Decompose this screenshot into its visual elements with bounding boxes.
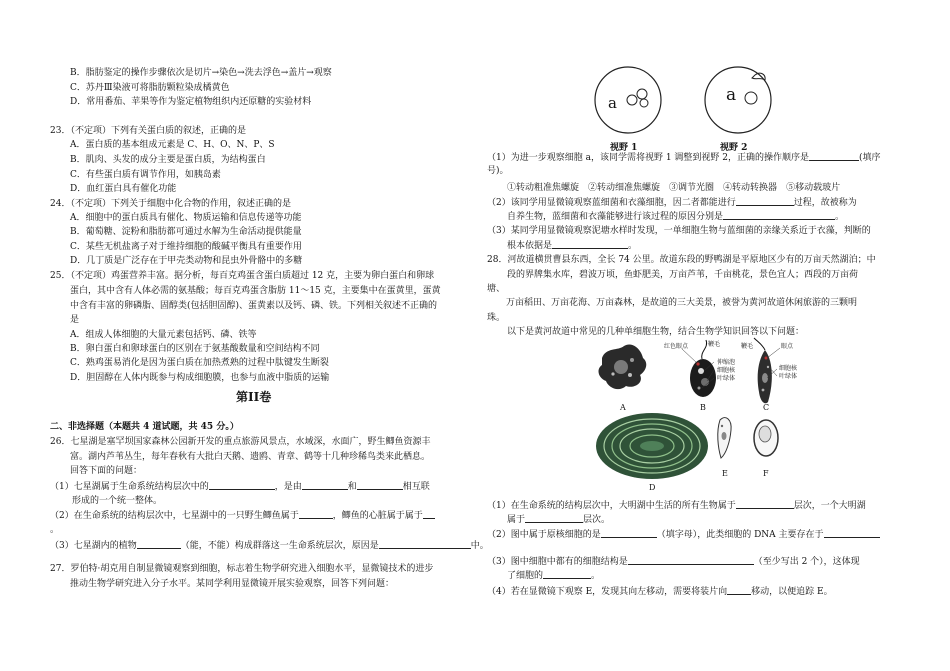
q24-option-b: B．葡萄糖、淀粉和脂肪都可通过水解为生命活动提供能量 <box>70 227 302 237</box>
answer-blank[interactable] <box>299 510 333 519</box>
q28-part3-text: （3）图中细胞中都有的细胞结构是 <box>487 557 628 567</box>
answer-blank[interactable] <box>723 211 835 220</box>
q25-stem-line3: 中含有丰富的卵磷脂、固醇类(包括胆固醇)、蛋黄素以及钙、磷、铁。下列相关叙述不正确的 <box>70 301 438 311</box>
step-option: ③调节光圈 <box>669 183 715 193</box>
q25-option-a: A．组成人体细胞的大量元素包括钙、磷、铁等 <box>70 330 257 340</box>
q28-intro-line4: 万亩稻田、万亩花海、万亩森林，是故道的三大美景，被誉为黄河故道休闲旅游的三颗明 <box>506 298 858 308</box>
q23-option-d: D．血红蛋白具有催化功能 <box>70 184 177 194</box>
q28-part1-text: 层次，一个大明湖 <box>793 501 866 511</box>
field-of-view-1-label: 视野 1 <box>610 143 638 153</box>
q26-part1-text: 相互联 <box>402 482 430 492</box>
caption-c: C <box>763 403 770 412</box>
label-chloroplast: 叶绿体 <box>779 373 798 380</box>
q26-part3-text: （能，不能）构成群落这一生命系统层次，原因是 <box>180 541 379 551</box>
cell-bubble <box>745 92 757 104</box>
q23-option-a: A．蛋白质的基本组成元素是 C、H、O、N、P、S <box>70 140 275 150</box>
label-nucleus: 细胞核 <box>779 365 798 372</box>
q26-part1-text: （1）七星湖属于生命系统结构层次中的 <box>50 482 209 492</box>
q27-part2 <box>487 197 857 209</box>
q27-part3-text: 根本依据是 <box>507 241 553 251</box>
answer-blank[interactable] <box>736 197 794 206</box>
q28-part3-text: （至少写出 2 个），这体现 <box>753 557 860 567</box>
field-of-view-2-label: 视野 2 <box>720 143 748 153</box>
q28-intro-line2: 段的界牌集水库，碧波万顷，鱼虾肥美，万亩芦苇，千亩桃花，景色宜人；西段的万亩荷 <box>507 270 859 280</box>
cell-a-granule <box>611 372 614 375</box>
q28-part4-text: 移动，以便追踪 E。 <box>751 587 833 597</box>
cell-f <box>754 420 778 478</box>
q27-part2-text: 。 <box>835 212 845 222</box>
answer-blank[interactable] <box>824 529 880 538</box>
q27-part1-cont: 号)。 <box>487 166 509 176</box>
cell-c-chloroplast <box>762 389 765 392</box>
step-option: ⑤移动载玻片 <box>786 183 841 193</box>
cell-bubble <box>637 89 647 99</box>
q22-option-c: C．苏丹Ⅲ染液可将脂肪颗粒染成橘黄色 <box>70 83 230 93</box>
section-heading: 二、非选择题（本题共 4 道试题，共 45 分。） <box>50 422 239 432</box>
answer-blank[interactable] <box>727 586 751 595</box>
q23-stem: 23．（不定项）下列有关蛋白质的叙述，正确的是 <box>50 126 246 136</box>
label-chloroplast: 叶绿体 <box>717 375 736 382</box>
cell-bubble <box>640 99 648 107</box>
step-option: ①转动粗准焦螺旋 <box>507 183 580 193</box>
q26-intro-line2: 富。湖内芦苇丛生，每年春秋有大批白天鹅、遗鸥、青章、鹤等十几种珍稀鸟类来此栖息。 <box>70 452 431 462</box>
q28-part2 <box>487 529 880 541</box>
q25-option-c: C．熟鸡蛋易消化是因为蛋白质在加热煮熟的过程中肽键发生断裂 <box>70 358 329 368</box>
cell-b-flagellum <box>702 340 707 359</box>
q26-intro-line1: 26．七星湖是塞罕坝国家森林公园新开发的重点旅游风景点，水域深，水面广，野生鲫鱼资源丰 <box>50 437 431 447</box>
q28-lead: 以下是黄河故道中常见的几种单细胞生物，结合生物学知识回答以下问题： <box>507 327 805 337</box>
q28-part2-text: （填字母），此类细胞的 DNA 主要存在于 <box>656 530 824 540</box>
label-flagellum: 鞭毛 <box>708 341 721 348</box>
q27-part2-text: 自养生物，蓝细菌和衣藻能够进行该过程的原因分别是 <box>507 212 724 222</box>
cell-a-label: a <box>608 94 617 112</box>
q26-part2-cont: 。 <box>50 525 60 535</box>
caption-f: F <box>763 469 769 478</box>
cell-e <box>718 418 731 478</box>
cell-bubble <box>627 95 637 105</box>
microscope-views-figure <box>580 58 800 156</box>
unicellular-organisms-figure <box>590 336 820 494</box>
q28-intro-line1: 28．河故道横贯曹县东西，全长 74 公里。故道东段的野鸭湖是平原地区少有的万亩天然湖泊；中 <box>487 255 876 265</box>
answer-blank[interactable] <box>137 540 181 549</box>
cell-b-contractile-vacuole <box>698 368 704 374</box>
q26-part2-text: ，鲫鱼的心脏属于属于 <box>332 511 423 521</box>
q28-part3-cont <box>507 570 600 582</box>
field-of-view-2 <box>705 67 771 133</box>
leader-line <box>682 349 697 363</box>
leader-line <box>767 348 780 358</box>
q27-part2-text: （2）该同学用显微镜观察蓝细菌和衣藻细胞，因二者都能进行 <box>487 198 736 208</box>
answer-blank[interactable] <box>209 481 275 490</box>
label-contractile-vacuole: 伸缩泡 <box>717 359 736 366</box>
q27-part1 <box>487 152 881 164</box>
cell-c-flagellum <box>754 338 765 350</box>
cell-b-chloroplast <box>698 387 701 390</box>
q27-part3-text: 。 <box>628 241 638 251</box>
answer-blank[interactable] <box>628 556 754 565</box>
q28-part2-text: （2）图中属于原核细胞的是 <box>487 530 601 540</box>
step-option: ④转动转换器 <box>723 183 778 193</box>
cell-a-granule <box>630 358 634 362</box>
q26-part2-text: （2）在生命系统的结构层次中，七星湖中的一只野生鲫鱼属于 <box>50 511 299 521</box>
cell-f-nucleus <box>759 426 771 442</box>
field-of-view-1 <box>595 67 661 133</box>
answer-blank[interactable] <box>423 510 435 519</box>
answer-blank[interactable] <box>379 540 471 549</box>
cell-d <box>596 413 708 492</box>
caption-d: D <box>649 483 656 492</box>
q25-option-b: B．卵白蛋白和卵球蛋白的区别在于氨基酸数量和空间结构不同 <box>70 344 320 354</box>
q26-part1-text: 和 <box>347 482 357 492</box>
cell-b-nucleus <box>701 378 709 386</box>
label-nucleus: 细胞核 <box>717 367 736 374</box>
answer-blank[interactable] <box>525 514 583 523</box>
answer-blank[interactable] <box>543 570 591 579</box>
cell-a-granule <box>628 373 632 377</box>
part-title: 第II卷 <box>236 390 272 404</box>
cell-e-granule <box>721 425 723 427</box>
q24-stem: 24．（不定项）下列关于细胞中化合物的作用，叙述正确的是 <box>50 199 291 209</box>
q27-part3-cont <box>507 240 637 252</box>
q26-part2 <box>50 510 435 522</box>
q28-part1-text: 属于 <box>507 515 526 525</box>
q28-part3-text: 。 <box>591 571 601 581</box>
q22-option-d: D．常用番茄、苹果等作为鉴定植物组织内还原糖的实验材料 <box>70 97 312 107</box>
answer-blank[interactable] <box>357 481 403 490</box>
q24-option-c: C．某些无机盐离子对于维持细胞的酸碱平衡具有重要作用 <box>70 242 302 252</box>
cell-c-chloroplast <box>767 366 769 368</box>
q25-stem-line2: 蛋白，其中含有人体必需的氨基酸；每百克鸡蛋含脂肪 11～15 克，主要集中在蛋黄里，蛋黄 <box>70 286 441 296</box>
q28-intro-line5: 珠。 <box>487 313 506 323</box>
q26-part1-text: ，是由 <box>274 482 302 492</box>
q26-part3-text: 中。 <box>470 541 489 551</box>
q27-stem-line1: 27．罗伯特·胡克用自制显微镜观察到细胞，标志着生物学研究进入细胞水平，显微镜技术的进步 <box>50 564 434 574</box>
q28-intro-line3: 塘、 <box>487 284 506 294</box>
q24-option-d: D．几丁质是广泛存在于甲壳类动物和昆虫外骨骼中的多糖 <box>70 256 303 266</box>
label-eyespot: 眼点 <box>781 343 794 350</box>
cell-d-core <box>640 441 664 451</box>
label-red-eyespot: 红色眼点 <box>664 343 689 350</box>
step-option: ②转动细准焦螺旋 <box>588 183 661 193</box>
cell-b <box>664 340 736 412</box>
q27-part3: （3）某同学用显微镜观察泥塘水样时发现，一单细胞生物与蓝细菌的亲缘关系近于衣藻，判断的 <box>487 226 871 236</box>
q26-intro-line3: 回答下面的问题： <box>70 466 143 476</box>
q28-part3-text: 了细胞的 <box>507 571 544 581</box>
answer-blank[interactable] <box>736 500 794 509</box>
cell-b-body <box>690 359 716 397</box>
q25-stem-line1: 25．（不定项）鸡蛋营养丰富。据分析，每百克鸡蛋含蛋白质超过 12 克，主要为卵白蛋白和卵球 <box>50 271 435 281</box>
answer-blank[interactable] <box>302 481 348 490</box>
q26-part1 <box>50 481 430 493</box>
caption-b: B <box>700 403 706 412</box>
q28-part1 <box>487 500 866 512</box>
q28-part1-cont <box>507 514 610 526</box>
answer-blank[interactable] <box>809 152 859 161</box>
caption-a: A <box>620 403 626 412</box>
q27-part1-text: (填序 <box>859 153 881 163</box>
cell-c <box>741 338 798 412</box>
q28-part4-text: （4）若在显微镜下观察 E，发现其向左移动，需要将装片向 <box>487 587 728 597</box>
label-flagellum: 鞭毛 <box>741 343 754 350</box>
q27-step-options <box>507 183 849 194</box>
answer-blank[interactable] <box>552 240 628 249</box>
q25-option-d: D．胆固醇在人体内既参与构成细胞膜，也参与血液中脂质的运输 <box>70 373 330 383</box>
q27-stem-line2: 推动生物学研究进入分子水平。某同学利用显微镜开展实验观察，回答下列问题： <box>70 579 395 589</box>
q27-part2-text: 过程，故被称为 <box>793 198 857 208</box>
q26-part1-cont: 形成的一个统一整体。 <box>72 496 163 506</box>
q23-option-b: B．肌肉、头发的成分主要是蛋白质，为结构蛋白 <box>70 155 266 165</box>
q22-option-b: B．脂肪鉴定的操作步骤依次是切片→染色→洗去浮色→盖片→观察 <box>70 68 332 78</box>
q26-part3 <box>50 540 489 552</box>
q27-part2-cont <box>507 211 844 223</box>
q28-part1-text: 层次。 <box>583 515 611 525</box>
q28-part3 <box>487 556 860 568</box>
q28-part4 <box>487 586 833 598</box>
q25-stem-line4: 是 <box>70 315 80 325</box>
cell-a-nucleus <box>614 360 628 374</box>
q28-part1-text: （1）在生命系统的结构层次中，大明湖中生活的所有生物属于 <box>487 501 736 511</box>
cell-a-label: a <box>726 85 737 105</box>
answer-blank[interactable] <box>601 529 657 538</box>
q24-option-a: A．细胞中的蛋白质具有催化、物质运输和信息传递等功能 <box>70 213 302 223</box>
q23-option-c: C．有些蛋白质有调节作用，如胰岛素 <box>70 170 221 180</box>
cell-a <box>599 344 647 412</box>
cell-e-nucleus <box>722 432 727 440</box>
q27-part1-text: （1）为进一步观察细胞 a，该同学需将视野 1 调整到视野 2，正确的操作顺序是 <box>487 153 809 163</box>
caption-e: E <box>722 469 728 478</box>
q26-part3-text: （3）七星湖内的植物 <box>50 541 137 551</box>
